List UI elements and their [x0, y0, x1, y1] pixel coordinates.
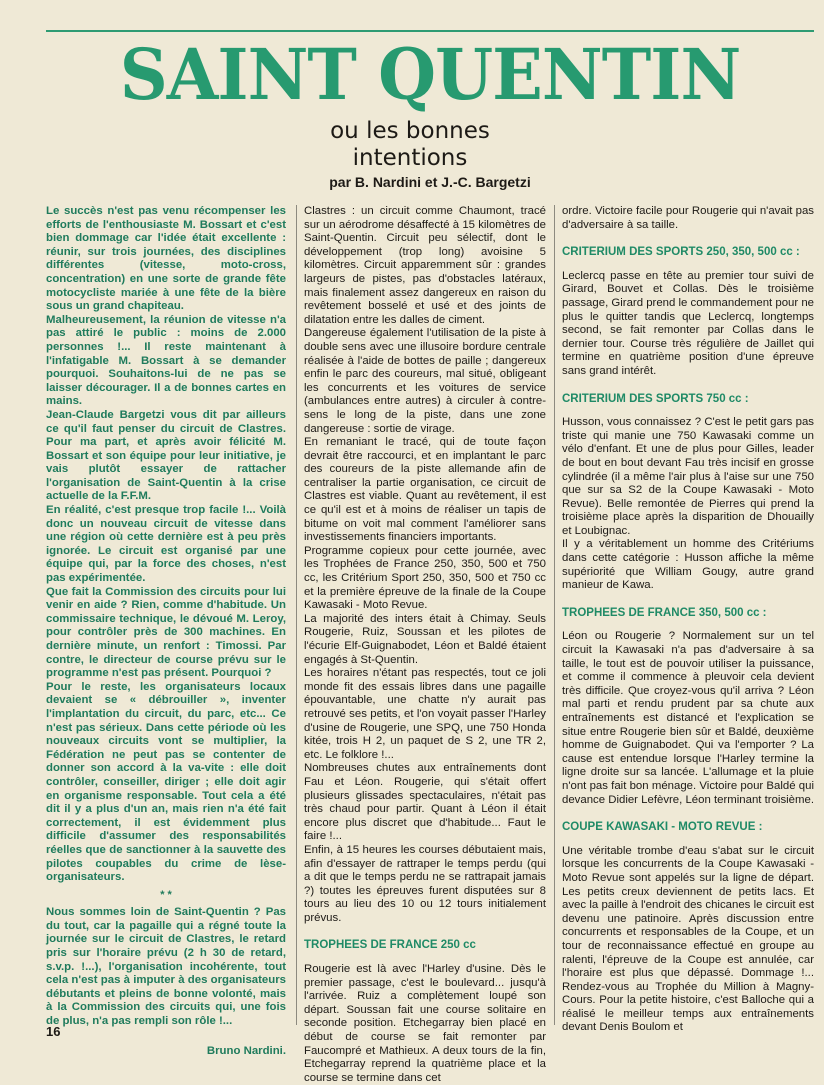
col2-para: Dangereuse également l'utilisation de la piste à double sens avec une illusoire bordure centrale réalisée à l'aide de bottes de paille ; dangereux enfin le parc des coureurs, mal situé, obligeant les concurrents et les voitures de service (ambulances entre autres) à circuler à contre-sens le long de la piste, dans une zone dangereuse : sortie de virage.	[304, 327, 546, 435]
column-left	[46, 205, 286, 1058]
section-text: Leclercq passe en tête au premier tour suivi de Girard, Bouvet et Collas. Dès le troisième passage, Girard prend le commandement pour ne plus le quitter tandis que Leclercq, longtemps second, se fait remonter par Collas dans le dernier tour. Course très régulière de Jaillet qui termine en quatrième position d'une épreuve sans grand intérêt.	[562, 269, 815, 377]
column-right	[562, 205, 814, 1035]
col2-para: Les horaires n'étant pas respectés, tout ce joli monde fit des essais libres dans une pagaille épouvantable, une chatte n'y aurait pas retrouvé ses petits, et l'on voyait passer l'Harley d'usine de Rougerie, une SPQ, une 750 Honda kitée, trois H 2, un paquet de S 2, une TR 2, etc. Le folklore !...	[304, 667, 546, 761]
col1-para: Jean-Claude Bargetzi vous dit par ailleurs ce qu'il faut penser du circuit de Clastres. Pour ma part, et après avoir félicité M. Bossart et son équipe pour leur initiative, je vais plutôt essayer de rattacher l'organisation de Saint-Quentin à la crise actuelle de la F.F.M.	[46, 408, 286, 503]
column-middle	[304, 205, 546, 1085]
article-byline: par B. Nardini et J.-C. Bargetzi	[329, 174, 531, 190]
section-text: Léon ou Rougerie ? Normalement sur un tel circuit la Kawasaki n'a pas d'adversaire à sa taille, le tout est de pouvoir utiliser la puissance, et comme il commence à pleuvoir cela devient très difficile. Que croyez-vous qu'il arriva ? Léon mal parti et rendu prudent par sa chute aux entraînements est distancé et l'explication se situe entre Rougerie bien sûr et Baldé, deuxième homme de Guignabodet. Qui va l'emporter ? La cause est entendue lorsque l'Harley termine la ligne droite sur sa lancée. L'allumage et la pluie n'ont pas fait bon ménage. Victoire pour Baldé qui devance Didier Lefèvre, Léon terminant troisième.	[562, 630, 814, 806]
section-heading: CRITERIUM DES SPORTS 250, 350, 500 cc :	[562, 246, 800, 259]
col1-para: Pour le reste, les organisateurs locaux devaient se « débrouiller », inventer l'implantation du circuit, du parc, etc... Ce n'est pas sérieux. Dans cette période où les nouveaux circuits vont se multiplier, la Fédération ne peut pas se contenter de donner son accord à la va-vite : elle doit contrôler, conseiller, diriger ; elle doit agir en organisme responsable. Tout cela a été dit il y a plus d'un an, mais rien n'a été fait correctement, il est évidemment plus difficile d'assumer des responsabilités réelles que de sanctionner à la sauvette des pilotes coupables du crime de lèse-organisateurs.	[46, 680, 286, 884]
article-subtitle: ou les bonnes intentions	[330, 118, 490, 171]
section-text: Une véritable trombe d'eau s'abat sur le circuit lorsque les concurrents de la Coupe Kawasaki - Moto Revue sont appelés sur la ligne de départ. Les petits creux deviennent de petits lacs. Et avec la paille à l'endroit des chicanes le circuit est devenu une patinoire. Après discussion entre concurrents et responsables de la Coupe, et un tour de reconnaissance effectué en groupe au ralenti, l'épreuve de la Coupe est annulée, car l'horaire est plus que dépassé. Dommage !... Rendez-vous au Trophée du Million à Magny-Cours. Pour la petite histoire, c'est Balloche qui a réalisé le meilleur temps aux entraînements devant Denis Boulom et	[562, 844, 814, 1034]
col2-para: Clastres : un circuit comme Chaumont, tracé sur un aérodrome désaffecté à 15 kilomètres de Saint-Quentin. Circuit peu sélectif, dont le développement (trop long) avoisine 5 kilomètres. Circuit apparemment sûr : grandes largeurs de pistes, pas d'obstacles latéraux, mais finalement assez dangereux en raison du revêtement bosselé et usé et des joints de dilatation entre les dalles de ciment.	[304, 205, 546, 326]
col1-para: En réalité, c'est presque trop facile !... Voilà donc un nouveau circuit de vitesse dans une région où cette dernière est à peu près ignorée. Le circuit est organisé par une équipe qui, par la force des choses, n'est pas expérimentée.	[46, 504, 286, 585]
section-stars: * *	[160, 888, 172, 901]
top-rule	[46, 30, 814, 32]
col2-para: La majorité des inters était à Chimay. Seuls Rougerie, Ruiz, Soussan et les pilotes de l'écurie Elf-Guignabodet, Léon et Baldé étaient engagés à St-Quentin.	[304, 612, 546, 666]
section-heading: TROPHEES DE FRANCE 350, 500 cc :	[562, 606, 767, 619]
column-divider	[554, 205, 555, 1025]
col2-para: Programme copieux pour cette journée, avec les Trophées de France 250, 350, 500 et 750 cc, les Critérium Sport 250, 350, 500 et 750 cc et la première épreuve de la finale de la Coupe Kawasaki - Moto Revue.	[304, 544, 546, 612]
col1-para: Le succès n'est pas venu récompenser les efforts de l'enthousiaste M. Bossart et c'est bien dommage car l'idée était excellente : réunir, sur trois journées, des disciplines différentes (vitesse, moto-cross, concentration) en une sorte de grande fête motocycliste mariée à une fête de la bière sous un grand chapiteau.	[46, 205, 286, 313]
col1-para: Que fait la Commission des circuits pour lui venir en aide ? Rien, comme d'habitude. Un commissaire technique, le dévoué M. Leroy, pour contrôler près de 300 machines. En dernière minute, un renfort : Timossi. Par contre, le directeur de course prévu sur le programme n'est pas présent. Pourquoi ?	[46, 585, 286, 680]
section-heading: CRITERIUM DES SPORTS 750 cc :	[562, 392, 749, 405]
col1-para: Malheureusement, la réunion de vitesse n'a pas attiré le public : moins de 2.000 personnes !... Il reste maintenant à l'infatigable M. Bossart à se demander pourquoi. Souhaitons-lui de ne pas se laisser décourager. Il a de bonnes cartes en mains.	[46, 313, 286, 408]
col2-para: Rougerie est là avec l'Harley d'usine. Dès le premier passage, c'est le boulevard... jusqu'à l'arrivée. Ruiz a complètement loupé son départ. Soussan fait une course solitaire en seconde position. Etchegarray bien placé en début de course se fait remonter par Faucompré et Mathieux. A deux tours de la fin, Etchegarray reprend la quatrième place et la course se termine dans cet	[304, 963, 546, 1084]
signature: Bruno Nardini.	[206, 1044, 286, 1057]
article-title: SAINT QUENTIN	[119, 33, 741, 116]
section-heading: TROPHEES DE FRANCE 250 cc	[304, 939, 476, 952]
col3-intro: ordre. Victoire facile pour Rougerie qui n'avait pas d'adversaire à sa taille.	[562, 205, 814, 231]
section-text: Husson, vous connaissez ? C'est le petit gars pas triste qui manie une 750 Kawasaki comme un vélo d'enfant. Et une de plus pour Gilles, leader de bout en bout devant Fau très incisif en grosse cylindrée (il a même l'air plus à l'aise sur une 750 que sur sa S2 de la Coupe Kawasaki - Moto Revue). Belle remontée de Pierres qui prend la troisième place après la disparition de Dhouailly et Loubignac. Il y a véritablement un homme des Critériums dans cette catégorie : Husson affiche la même supériorité que William Gougy, autre grand manieur de Kawa.	[562, 416, 814, 592]
col1-para: Nous sommes loin de Saint-Quentin ? Pas du tout, car la pagaille qui a régné toute la journée sur le circuit de Clastres, le retard pris sur l'horaire prévu (2 h 30 de retard, s.v.p. !...), l'organisation incohérente, tout cela n'est pas à imputer à des organisateurs débutants et pleins de bonne volonté, mais à la Commission des circuits qui, une fois de plus, n'a pas rempli son rôle !...	[46, 906, 286, 1028]
col2-para: Enfin, à 15 heures les courses débutaient mais, afin d'essayer de rattraper le temps perdu (qui a dit que le temps perdu ne se rattrapait jamais ?) toutes les épreuves furent disputées sur 8 tours au lieu des 10 ou 12 tours initialement prévus.	[304, 843, 546, 924]
col2-para: Nombreuses chutes aux entraînements dont Fau et Léon. Rougerie, qui s'était offert plusieurs glissades spectaculaires, n'était pas très chaud pour partir. Quant à Léon il était encore plus discret que d'habitude... Faut le faire !...	[304, 762, 546, 843]
page-number: 16	[46, 1024, 61, 1039]
section-heading: COUPE KAWASAKI - MOTO REVUE :	[562, 821, 763, 834]
col2-para: En remaniant le tracé, qui de toute façon devrait être raccourci, et en implantant le parc des coureurs de la piste allemande afin de centraliser la partie organisation, ce circuit de Clastres est viable. Quant au revêtement, il est ce qu'il est et à moins de réaliser un tapis de bitume on voit mal comment l'améliorer sans investissements financiers importants.	[304, 436, 546, 544]
column-divider	[296, 205, 297, 1025]
